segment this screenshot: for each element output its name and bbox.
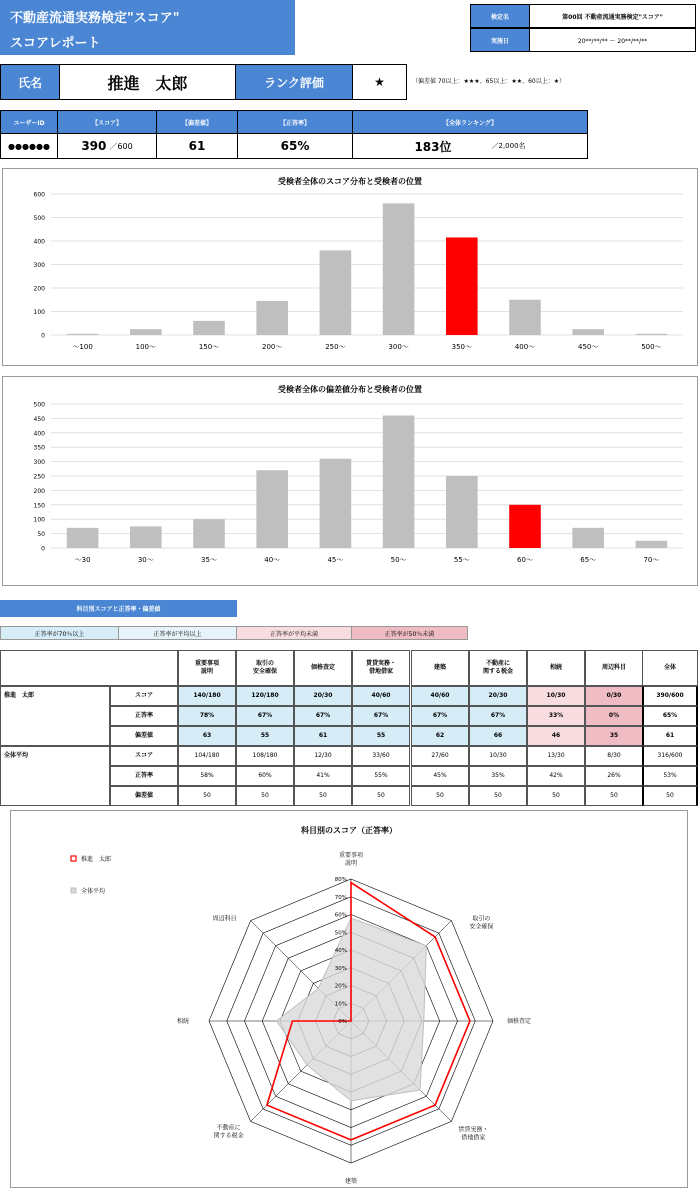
x-tick-label: 200～ — [262, 343, 283, 351]
subject-value-cell: 27/60 — [411, 746, 469, 766]
y-tick-label: 150 — [33, 502, 45, 510]
bar — [67, 528, 99, 548]
subject-value-cell: 58% — [178, 766, 236, 786]
subject-value-cell: 0% — [585, 706, 643, 726]
subject-value-cell: 50 — [178, 786, 236, 806]
subject-value-cell: 67% — [352, 706, 410, 726]
subject-value-cell: 108/180 — [236, 746, 294, 766]
rank-label: ランク評価 — [235, 64, 353, 100]
y-tick-label: 450 — [33, 415, 45, 423]
radar-chart — [10, 810, 688, 1188]
subject-value-cell: 65% — [642, 706, 698, 726]
subject-column-header: 相続 — [527, 650, 585, 686]
x-tick-label: ～100 — [72, 343, 93, 351]
row-label: スコア — [110, 686, 178, 706]
subject-column-header: 重要事項 説明 — [178, 650, 236, 686]
legend-item: 正答率が平均以上 — [118, 626, 237, 640]
subject-value-cell: 12/30 — [294, 746, 352, 766]
y-tick-label: 350 — [33, 444, 45, 452]
bar — [509, 505, 541, 548]
row-label: 偏差値 — [110, 726, 178, 746]
legend-label-average: 全体平均 — [81, 888, 106, 895]
y-tick-label: 300 — [33, 459, 45, 467]
radar-svg — [11, 811, 687, 1187]
subject-value-cell: 104/180 — [178, 746, 236, 766]
subject-column-header: 賃貸実務・ 借地借家 — [352, 650, 410, 686]
y-tick-label: 250 — [33, 473, 45, 481]
chart-title: 受検者全体の偏差値分布と受検者の位置 — [278, 385, 422, 394]
group-label: 推進 太郎 — [4, 692, 35, 700]
radar-axis-label: 相続 — [176, 1018, 190, 1025]
x-tick-label: 70～ — [643, 556, 660, 564]
subject-value-cell: 45% — [411, 766, 469, 786]
legend-item: 正答率が平均未満 — [236, 626, 352, 640]
subject-value-cell: 20/30 — [469, 686, 527, 706]
subject-value-cell: 35 — [585, 726, 643, 746]
col-header-accuracy: 【正答率】 — [237, 110, 353, 134]
bar — [320, 459, 352, 548]
rank-note: （偏差値 70以上：★★★、65以上：★★、60以上：★） — [412, 78, 566, 85]
subject-value-cell: 42% — [527, 766, 585, 786]
subject-column-header: 価格査定 — [294, 650, 352, 686]
y-tick-label: 0 — [41, 545, 45, 553]
bar — [383, 203, 415, 335]
subject-value-cell: 50 — [236, 786, 294, 806]
radar-axis-label: 重要事項説明 — [338, 852, 364, 867]
subject-value-cell: 55% — [352, 766, 410, 786]
y-tick-label: 0 — [41, 332, 45, 340]
subject-value-cell: 316/600 — [642, 746, 698, 766]
subject-value-cell: 140/180 — [178, 686, 236, 706]
subject-value-cell: 63 — [178, 726, 236, 746]
radar-tick-label: 20% — [334, 983, 347, 990]
subject-value-cell: 50 — [527, 786, 585, 806]
y-tick-label: 400 — [33, 238, 45, 246]
subject-value-cell: 50 — [585, 786, 643, 806]
bar — [67, 334, 99, 335]
x-tick-label: 60～ — [517, 556, 533, 564]
bar — [256, 470, 288, 548]
name-value: 推進 太郎 — [59, 64, 236, 100]
subject-value-cell: 0/30 — [585, 686, 643, 706]
radar-axis-label: 周辺科目 — [212, 915, 237, 923]
exam-value: 第00回 不動産流通実務検定"スコア" — [529, 4, 696, 28]
subject-value-cell: 40/60 — [411, 686, 469, 706]
x-tick-label: 35～ — [201, 556, 217, 564]
y-tick-label: 600 — [33, 191, 45, 199]
subject-value-cell: 33/60 — [352, 746, 410, 766]
bar — [193, 519, 225, 548]
legend-swatch-average — [71, 888, 76, 893]
bar — [130, 526, 162, 548]
score-value: 390 — [81, 139, 107, 153]
subject-value-cell: 62 — [411, 726, 469, 746]
subject-value-cell: 41% — [294, 766, 352, 786]
subject-value-cell: 61 — [642, 726, 698, 746]
date-label: 実施日 — [470, 28, 530, 52]
radar-tick-label: 70% — [334, 894, 347, 901]
row-label: 正答率 — [110, 766, 178, 786]
legend-item: 正答率が70％以上 — [0, 626, 119, 640]
row-label: スコア — [110, 746, 178, 766]
legend-swatch-examinee — [71, 856, 76, 861]
radar-tick-label: 80% — [334, 877, 347, 883]
subject-value-cell: 20/30 — [294, 686, 352, 706]
x-tick-label: 45～ — [327, 556, 344, 564]
bar — [130, 329, 162, 335]
col-header-userid: ユーザーID — [0, 110, 58, 134]
subject-value-cell: 46 — [527, 726, 585, 746]
subject-value-cell: 55 — [352, 726, 410, 746]
ranking-value: 183位 — [414, 139, 452, 154]
name-label: 氏名 — [0, 64, 60, 100]
radar-axis-label: 価格査定 — [506, 1018, 532, 1025]
bar — [572, 528, 604, 548]
subject-value-cell: 10/30 — [527, 686, 585, 706]
subject-value-cell: 8/30 — [585, 746, 643, 766]
subject-section-title: 科目別スコアと正答率・偏差値 — [0, 600, 237, 617]
score-total: ／600 — [109, 141, 133, 151]
y-tick-label: 100 — [33, 309, 45, 316]
x-tick-label: 30～ — [137, 556, 154, 564]
subject-value-cell: 40/60 — [352, 686, 410, 706]
x-tick-label: 50～ — [390, 556, 407, 564]
subject-value-cell: 67% — [294, 706, 352, 726]
col-header-ranking: 【全体ランキング】 — [352, 110, 588, 134]
subject-value-cell: 33% — [527, 706, 585, 726]
subject-value-cell: 61 — [294, 726, 352, 746]
subject-value-cell: 35% — [469, 766, 527, 786]
subject-value-cell: 50 — [352, 786, 410, 806]
subject-value-cell: 67% — [411, 706, 469, 726]
radar-tick-label: 50% — [334, 930, 347, 937]
row-label: 偏差値 — [110, 786, 178, 806]
bar — [446, 237, 478, 335]
date-value: 20**/**/** ～ 20**/**/** — [529, 28, 696, 52]
report-title: 不動産流通実務検定"スコア" — [10, 11, 180, 26]
subject-value-cell: 13/30 — [527, 746, 585, 766]
radar-tick-label: 0% — [338, 1019, 347, 1025]
radar-tick-label: 10% — [334, 1001, 347, 1008]
subject-value-cell: 50 — [469, 786, 527, 806]
subject-value-cell: 10/30 — [469, 746, 527, 766]
rank-value: ★ — [352, 64, 407, 100]
subject-value-cell: 67% — [236, 706, 294, 726]
radar-tick-label: 30% — [334, 965, 347, 972]
bar — [383, 416, 415, 548]
subject-column-header: 不動産に 関する税金 — [469, 650, 527, 686]
row-label: 正答率 — [110, 706, 178, 726]
subject-column-header: 建築 — [411, 650, 469, 686]
report-title-box — [0, 0, 295, 55]
subject-column-header: 取引の 安全確保 — [236, 650, 294, 686]
x-tick-label: ～30 — [74, 556, 91, 564]
ranking-cell — [352, 133, 588, 159]
subject-value-cell: 50 — [411, 786, 469, 806]
x-tick-label: 400～ — [514, 343, 536, 351]
x-tick-label: 150～ — [198, 343, 220, 351]
radar-axis-label: 取引の安全確保 — [469, 915, 494, 931]
radar-tick-label: 40% — [334, 948, 347, 954]
y-tick-label: 500 — [33, 215, 45, 222]
x-tick-label: 40～ — [264, 556, 281, 564]
score-distribution-chart — [2, 168, 698, 366]
score-cell — [57, 133, 157, 159]
subject-value-cell: 67% — [469, 706, 527, 726]
bar — [636, 334, 668, 335]
legend-item: 正答率が50％未満 — [351, 626, 468, 640]
y-tick-label: 50 — [37, 531, 45, 539]
x-tick-label: 250～ — [325, 343, 346, 351]
x-tick-label: 55～ — [453, 556, 470, 564]
deviation-value: 61 — [156, 133, 238, 159]
x-tick-label: 300～ — [388, 343, 409, 351]
accuracy-value: 65% — [237, 133, 353, 159]
x-tick-label: 100～ — [135, 343, 156, 351]
exam-label: 検定名 — [470, 4, 530, 28]
radar-axis-label: 不動産に関する税金 — [213, 1124, 244, 1140]
chart-title: 受検者全体のスコア分布と受検者の位置 — [278, 177, 422, 186]
ranking-total: ／2,000名 — [491, 142, 526, 150]
bar — [572, 329, 604, 335]
y-tick-label: 200 — [33, 285, 45, 293]
bar — [446, 476, 478, 548]
subject-value-cell: 50 — [294, 786, 352, 806]
subject-value-cell: 60% — [236, 766, 294, 786]
subject-value-cell: 55 — [236, 726, 294, 746]
x-tick-label: 450～ — [578, 343, 599, 351]
y-tick-label: 200 — [33, 487, 45, 495]
subject-column-header: 全体 — [642, 650, 698, 686]
bar — [256, 301, 288, 335]
user-id-value: ●●●●●● — [0, 133, 58, 159]
subject-value-cell: 66 — [469, 726, 527, 746]
y-tick-label: 400 — [33, 430, 45, 438]
subject-column-header: 周辺科目 — [585, 650, 643, 686]
radar-axis-label: 建築 — [344, 1178, 358, 1185]
deviation-distribution-chart — [2, 376, 698, 586]
radar-axis-label: 賃貸実務・借地借家 — [458, 1126, 489, 1142]
table-corner — [0, 650, 178, 686]
report-subtitle: スコアレポート — [10, 36, 101, 51]
legend-label-examinee: 推進 太郎 — [81, 856, 112, 863]
radar-tick-label: 60% — [334, 912, 347, 919]
x-tick-label: 500～ — [641, 343, 662, 351]
group-label: 全体平均 — [4, 752, 29, 760]
bar — [509, 300, 541, 335]
x-tick-label: 65～ — [580, 556, 597, 564]
col-header-deviation: 【偏差値】 — [156, 110, 238, 134]
y-tick-label: 300 — [33, 262, 45, 269]
score-distribution-svg — [3, 169, 697, 365]
col-header-score: 【スコア】 — [57, 110, 157, 134]
deviation-distribution-svg — [3, 377, 697, 585]
subject-value-cell: 26% — [585, 766, 643, 786]
y-tick-label: 500 — [33, 401, 45, 409]
y-tick-label: 100 — [33, 516, 45, 524]
subject-value-cell: 120/180 — [236, 686, 294, 706]
subject-value-cell: 390/600 — [642, 686, 698, 706]
subject-value-cell: 78% — [178, 706, 236, 726]
bar — [193, 321, 225, 335]
x-tick-label: 350～ — [451, 343, 472, 351]
bar — [636, 541, 668, 548]
bar — [320, 250, 352, 335]
chart-title: 科目別のスコア（正答率） — [301, 826, 397, 835]
subject-value-cell: 50 — [642, 786, 698, 806]
subject-value-cell: 53% — [642, 766, 698, 786]
